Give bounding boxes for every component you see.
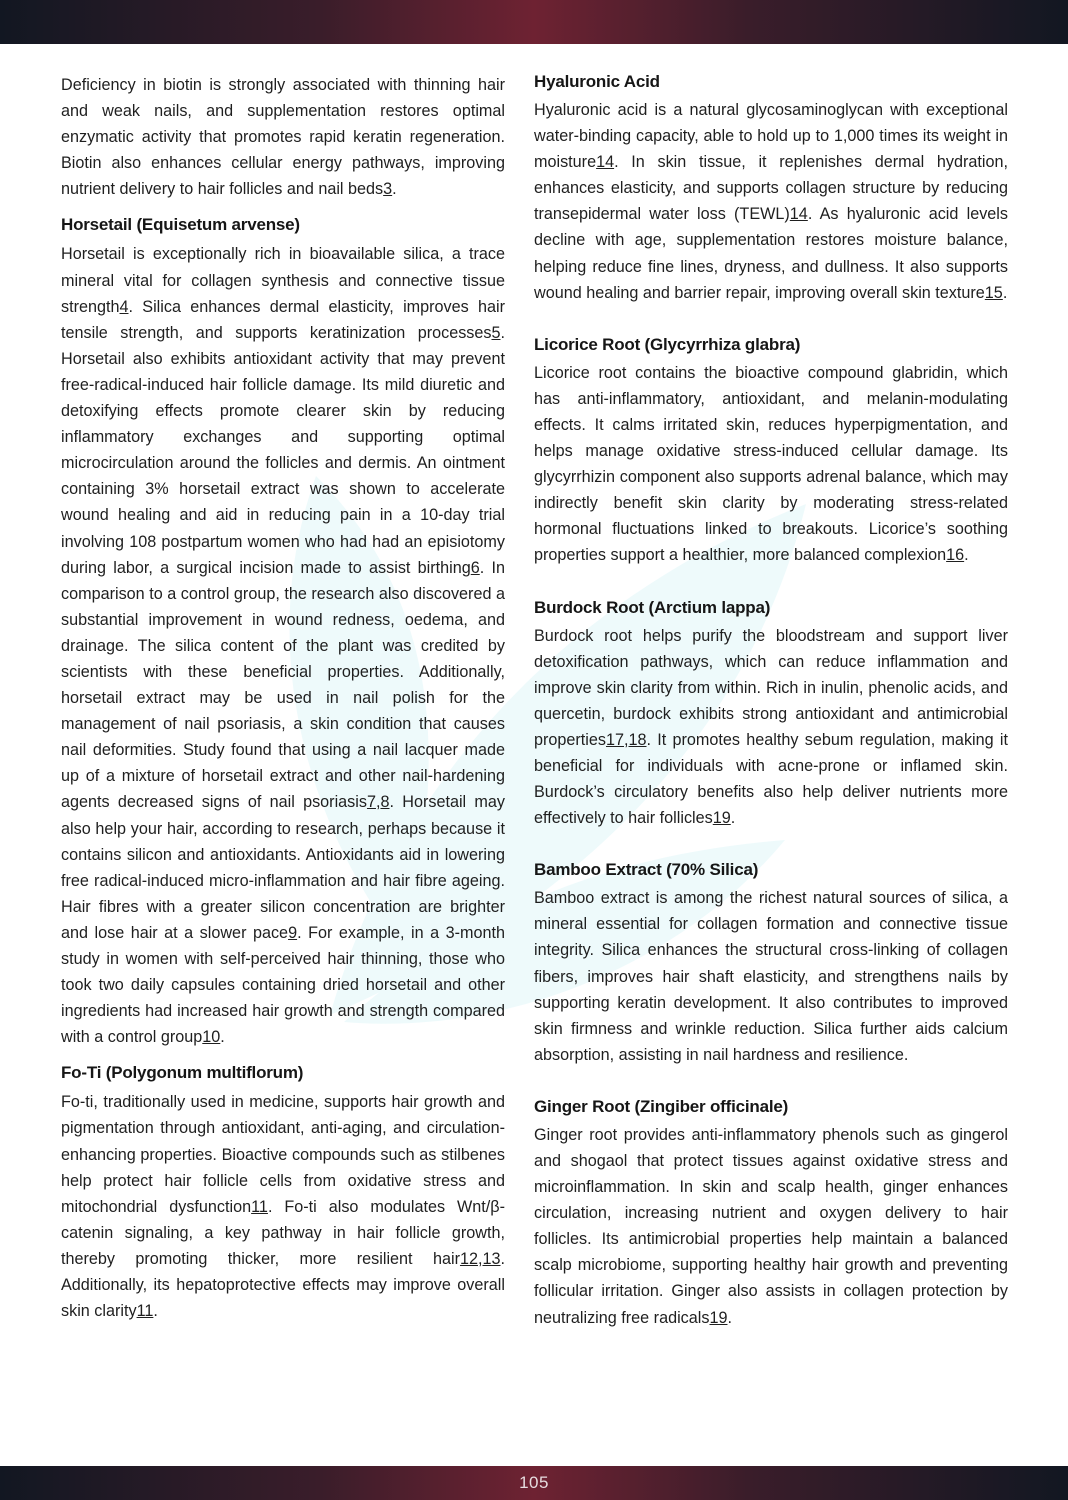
- licorice-paragraph: Licorice root contains the bioactive compound glabridin, which has anti-inflammatory, antioxidant, and melanin-modulating effects. It calms irritated skin, reduces hyperpigmentation, and helps manage oxidative stress-induced cellular damage. Its glycyrrhizin component also supports adrenal balance, which may indirectly benefit skin clarity by moderating stress-related hormonal fluctuations linked to breakouts. Licorice’s soothing properties support a healthier, more balanced complexion16.: [534, 363, 1008, 565]
- citation-link[interactable]: 15: [984, 283, 1003, 302]
- burdock-heading: Burdock Root (Arctium lappa): [534, 597, 771, 617]
- citation-link[interactable]: 14: [789, 205, 808, 224]
- bamboo-heading: Bamboo Extract (70% Silica): [534, 860, 759, 880]
- citation-link[interactable]: 4: [119, 297, 129, 316]
- citation-link[interactable]: 13: [482, 1249, 501, 1268]
- citation-link[interactable]: 3: [383, 180, 393, 199]
- citation-link[interactable]: 14: [596, 153, 615, 172]
- citation-link[interactable]: 10: [202, 1028, 221, 1047]
- hyaluronic-paragraph: Hyaluronic acid is a natural glycosaminoglycan with exceptional water-binding capacity, able to hold up to 1,000 times its weight in moisture14. In skin tissue, it replenishes dermal hydration, enhances elasticity, and supports collagen structure by reducing transepidermal water loss (TEWL)14. As hyaluronic acid levels decline with age, supplementation restores moisture balance, helping reduce fine lines, dryness, and dullness. It also supports wound healing and barrier repair, improving overall skin texture15.: [534, 101, 1008, 302]
- foti-heading: Fo-Ti (Polygonum multiflorum): [61, 1063, 304, 1083]
- page-number: 105: [519, 1473, 549, 1492]
- citation-link[interactable]: 17,18: [605, 730, 647, 749]
- citation-link[interactable]: 11: [251, 1197, 268, 1216]
- citation-link[interactable]: 7: [366, 793, 376, 812]
- hyaluronic-heading: Hyaluronic Acid: [534, 72, 660, 91]
- citation-link[interactable]: 19: [712, 809, 731, 828]
- foti-paragraph: Fo-ti, traditionally used in medicine, supports hair growth and pigmentation through antioxidant, anti-aging, and circulation-enhancing properties. Bioactive compounds such as stilbenes help protect hair follicle cells from oxidative stress and mitochondrial dysfunction11. Fo-ti also modulates Wnt/β-catenin signaling, a key pathway in hair follicle growth, thereby promoting thicker, more resilient hair12,13. Additionally, its hepatoprotective effects may improve overall skin clarity11.: [61, 1093, 505, 1321]
- header-bar: [0, 0, 1068, 44]
- ginger-heading: Ginger Root (Zingiber officinale): [534, 1096, 789, 1116]
- citation-link[interactable]: 11: [136, 1302, 154, 1321]
- footer-bar: [0, 1466, 1068, 1500]
- citation-link[interactable]: 6: [470, 558, 480, 577]
- citation-link[interactable]: 5: [491, 323, 501, 342]
- burdock-paragraph: Burdock root helps purify the bloodstream and support liver detoxification pathways, which can reduce inflammation and improve skin clarity from within. Rich in inulin, phenolic acids, and quercetin, burdock exhibits strong antioxidant and antimicrobial properties17,18. It promotes healthy sebum regulation, making it beneficial for individuals with acne-prone or inflamed skin. Burdock’s circulatory benefits also help deliver nutrients more effectively to hair follicles19.: [534, 626, 1008, 828]
- horsetail-paragraph: Horsetail is exceptionally rich in bioavailable silica, a trace mineral vital for collagen synthesis and connective tissue strength4. Silica enhances dermal elasticity, improves hair tensile strength, and supports keratinization processes5. Horsetail also exhibits antioxidant activity that may prevent free-radical-induced hair follicle damage. Its mild diuretic and detoxifying effects promote clearer skin by reducing inflammatory exchanges and supporting optimal microcirculation around the follicles and dermis. An ointment containing 3% horsetail extract was shown to accelerate wound healing and aid in reducing pain in a 10-day trial involving 108 postpartum women who had had an episiotomy during labor, a surgical incision made to assist birthing6. In comparison to a control group, the research also discovered a substantial improvement in wound redness, oedema, and drainage. The silica content of the plant was credited by scientists with these beneficial properties. Additionally, horsetail extract may be used in nail polish for the management of nail psoriasis, a skin condition that causes nail deformities. Study found that using a nail lacquer made up of a mixture of horsetail extract and other nail-hardening agents decreased signs of nail psoriasis7,8. Horsetail may also help your hair, according to research, perhaps because it contains silicon and antioxidants. Antioxidants aid in lowering free radical-induced micro-inflammation and hair fibre ageing. Hair fibres with a greater silicon concentration are brighter and lose hair at a slower pace9. For example, in a 3-month study in women with self-perceived hair thinning, those who took two daily capsules containing dried horsetail and other ingredients had increased hair growth and strength compared with a control group10.: [61, 245, 506, 1047]
- left-column: [61, 72, 505, 1324]
- citation-link[interactable]: 19: [709, 1308, 728, 1327]
- bamboo-paragraph: Bamboo extract is among the richest natural sources of silica, a mineral essential for collagen formation and connective tissue integrity. Silica enhances the structural cross-linking of collagen fibers, improves hair shaft elasticity, and strengthens nails by supporting keratin development. It also contributes to improved skin firmness and wrinkle reduction. Silica further aids calcium absorption, assisting in nail hardness and resilience.: [534, 889, 1008, 1064]
- citation-link[interactable]: 9: [288, 923, 298, 942]
- horsetail-heading: Horsetail (Equisetum arvense): [61, 215, 300, 235]
- ginger-paragraph: Ginger root provides anti-inflammatory phenols such as gingerol and shogaol that protect tissues against oxidative stress and microinflammation. In skin and scalp health, ginger enhances circulation, increasing nutrient and oxygen delivery to hair follicles. Its antimicrobial properties help maintain a balanced scalp microbiome, supporting healthy hair growth and preventing follicular irritation. Ginger also assists in collagen protection by neutralizing free radicals19.: [534, 1125, 1008, 1327]
- biotin-paragraph: Deficiency in biotin is strongly associated with thinning hair and weak nails, and supplementation restores optimal enzymatic activity that promotes rapid keratin regeneration. Biotin also enhances cellular energy pathways, improving nutrient delivery to hair follicles and nail beds3.: [61, 76, 505, 199]
- citation-link[interactable]: 8: [380, 793, 390, 812]
- right-column: [534, 69, 1008, 1331]
- licorice-heading: Licorice Root (Glycyrrhiza glabra): [534, 334, 801, 354]
- citation-link[interactable]: 16: [946, 546, 965, 565]
- citation-link[interactable]: 12: [459, 1249, 478, 1268]
